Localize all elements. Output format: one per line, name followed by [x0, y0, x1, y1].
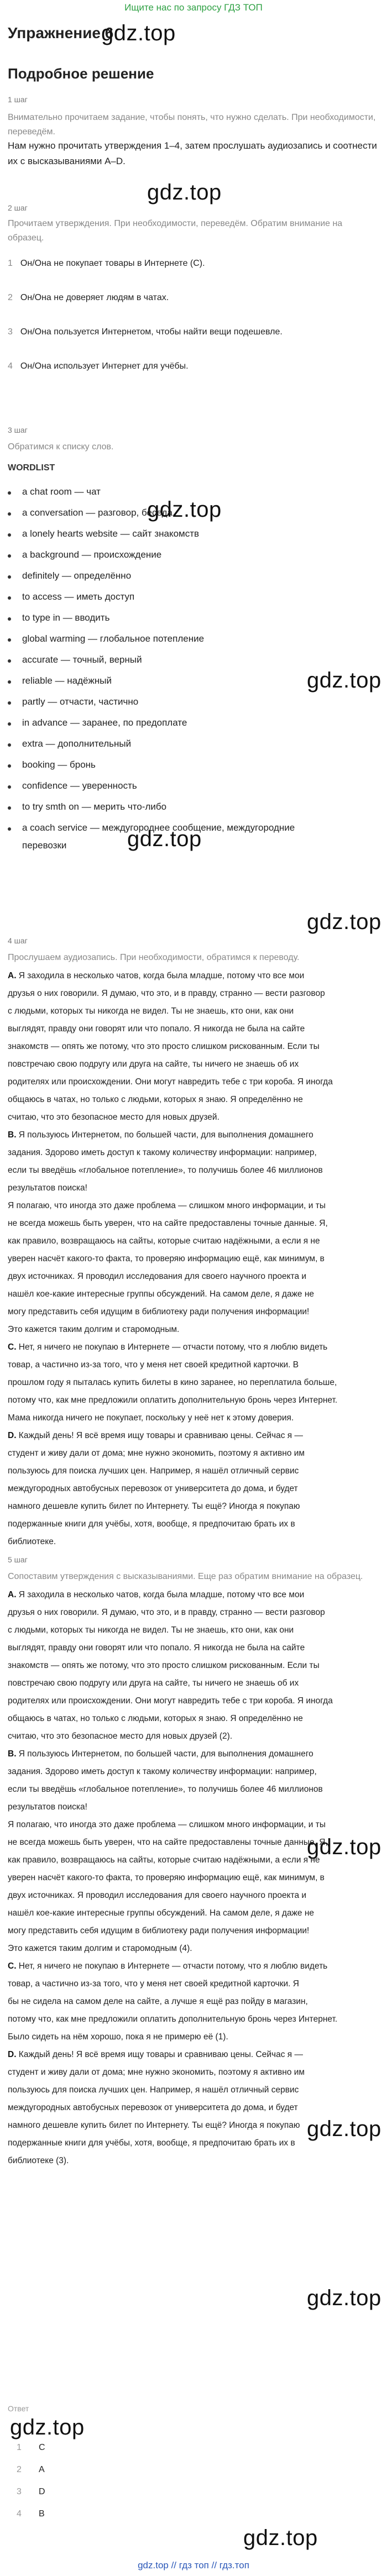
answer-letter: D: [39, 2487, 45, 2496]
statement-item: [8, 361, 189, 371]
text-line: уверен насчёт какого-то факта, то проверяю информацию ещё, как минимум, в: [8, 1873, 325, 1882]
step-3-label: 3 шаг: [8, 426, 28, 434]
text-line: знакомств — опять же потому, что это просто слишком рискованным. Если ты: [8, 1042, 320, 1051]
wordlist-item: a chat room — чат: [22, 486, 101, 497]
watermark: gdz.top: [147, 497, 222, 522]
text-line: задания. Здорово иметь доступ к такому количеству информации: например,: [8, 1148, 317, 1157]
answer-number: 3: [17, 2487, 22, 2496]
speaker-letter: A.: [8, 1590, 17, 1599]
text-line: A. Я заходила в несколько чатов, когда была младше, потому что все мои: [8, 971, 305, 980]
text-line: бы не сидела на самом деле на сайте, а лучше я ещё раз пойду в магазин,: [8, 1997, 308, 2006]
text-line: выглядят, правду они говорят или что попало. Я никогда не была на сайте: [8, 1024, 305, 1033]
wordlist-item: in advance — заранее, по предоплате: [22, 717, 187, 728]
text-line: двух источниках. Я проводил исследования для своего научного проекта и: [8, 1272, 307, 1281]
text-line: товар, а частично из-за того, что у меня нет своей кредитной карточки. В: [8, 1360, 299, 1370]
exercise-title: Упражнение 6: [8, 24, 114, 41]
step-5-note: Сопоставим утверждения с высказываниями. Еще раз обратим внимание на образец.: [8, 1572, 363, 1581]
statement-text: Он/Она пользуется Интернетом, чтобы найти вещи подешевле.: [20, 327, 283, 337]
wordlist-item: a coach service — междугороднее сообщение, междугородние: [22, 822, 295, 833]
wordlist-item: reliable — надёжный: [22, 675, 112, 686]
text-line: C. Нет, я ничего не покупаю в Интернете — отчасти потому, что я люблю видеть: [8, 1961, 328, 1971]
text-line: студент и живу дали от дома; мне нужно экономить, поэтому я активно им: [8, 1449, 305, 1458]
answer-number: 1: [17, 2443, 22, 2452]
text-line: Было сидеть на нём хорошо, пока я не примерю её (1).: [8, 2032, 228, 2042]
answer-item: [17, 2465, 45, 2475]
answer-item: [17, 2487, 45, 2497]
text-line: уверен насчёт какого-то факта, то проверяю информацию ещё, как минимум, в: [8, 1254, 325, 1263]
text-line: могу представить себя идущим в библиотеку ради получения информации!: [8, 1307, 310, 1316]
text-line: родителях или происхождении. Они могут навредить тебе с три короба. Я иногда: [8, 1077, 333, 1087]
text-line: не всегда можешь быть уверен, что на сайте предоставлены точные данные. Я,: [8, 1219, 328, 1228]
text-line: подержанные книги для учёбы, хотя, вообще, я предпочитаю брать их в: [8, 2138, 295, 2148]
text-line: общаюсь в чатах, но только с людьми, которых я знаю. Я определённо не: [8, 1714, 303, 1723]
answer-item: [17, 2509, 45, 2519]
answer-letter: B: [39, 2509, 45, 2519]
watermark: gdz.top: [307, 2117, 381, 2141]
footer-links[interactable]: gdz.top // гдз топ // гдз.топ: [138, 2560, 249, 2570]
text-line: потому что, как мне предложили оплатить дополнительную бронь через Интернет.: [8, 1395, 338, 1405]
text-line: могу представить себя идущим в библиотеку ради получения информации!: [8, 1926, 310, 1935]
text-line: A. Я заходила в несколько чатов, когда была младше, потому что все мои: [8, 1590, 305, 1599]
speaker-letter: C.: [8, 1961, 17, 1971]
step-1-label: 1 шаг: [8, 95, 28, 104]
statement-item: [8, 327, 283, 337]
watermark: gdz.top: [101, 21, 176, 45]
step-1-note: Внимательно прочитаем задание, чтобы понять, что нужно сделать. При необходимости, переведём.: [8, 113, 376, 137]
text-line: нашёл кое-какие интересные группы обсуждений. На самом деле, я даже не: [8, 1289, 315, 1299]
text-line: задания. Здорово иметь доступ к такому количеству информации: например,: [8, 1767, 317, 1776]
text-line: потому что, как мне предложили оплатить дополнительную бронь через Интернет.: [8, 2014, 338, 2024]
wordlist-item: to try smth on — мерить что-либо: [22, 801, 167, 812]
text-line: Я полагаю, что иногда это даже проблема — слишком много информации, и ты: [8, 1820, 326, 1829]
text-line: родителях или происхождении. Они могут навредить тебе с три короба. Я иногда: [8, 1696, 333, 1706]
speaker-letter: C.: [8, 1342, 17, 1352]
answer-number: 2: [17, 2465, 22, 2474]
statement-number: 2: [8, 293, 13, 302]
text-line: библиотеке (3).: [8, 2156, 69, 2165]
text-line: Я полагаю, что иногда это даже проблема — слишком много информации, и ты: [8, 1201, 326, 1210]
answer-number: 4: [17, 2509, 22, 2519]
answer-label: Ответ: [8, 2404, 29, 2413]
statement-item: [8, 293, 169, 303]
statement-number: 3: [8, 327, 13, 337]
text-line: двух источниках. Я проводил исследования для своего научного проекта и: [8, 1891, 307, 1900]
text-line: B. Я пользуюсь Интернетом, по большей части, для выполнения домашнего: [8, 1130, 313, 1140]
text-line: нашёл кое-какие интересные группы обсуждений. На самом деле, я даже не: [8, 1908, 315, 1918]
watermark: gdz.top: [147, 180, 222, 204]
text-line: общаюсь в чатах, но только с людьми, которых я знаю. Я определённо не: [8, 1095, 303, 1104]
text-line: D. Каждый день! Я всё время ищу товары и сравниваю цены. Сейчас я —: [8, 2050, 303, 2059]
watermark: gdz.top: [307, 910, 381, 934]
statement-number: 4: [8, 361, 13, 371]
watermark: gdz.top: [307, 668, 381, 692]
text-line: междугородных автобусных перевозок от университета до дома, и будет: [8, 2103, 298, 2112]
text-line: студент и живу дали от дома; мне нужно экономить, поэтому я активно им: [8, 2068, 305, 2077]
wordlist-heading: WORDLIST: [8, 463, 55, 473]
text-line: не всегда можешь быть уверен, что на сайте предоставлены точные данные. Я,: [8, 1838, 328, 1847]
watermark: gdz.top: [127, 827, 202, 851]
search-banner[interactable]: Ищите нас по запросу ГДЗ ТОП: [124, 2, 263, 13]
text-line: знакомств — опять же потому, что это просто слишком рискованным. Если ты: [8, 1661, 320, 1670]
text-line: библиотеке.: [8, 1537, 56, 1546]
step-5-label: 5 шаг: [8, 1555, 28, 1564]
step-2-note: Прочитаем утверждения. При необходимости, переведём. Обратим внимание на образец.: [8, 219, 343, 243]
speaker-letter: A.: [8, 971, 17, 980]
answer-item: [17, 2443, 45, 2453]
wordlist-item: to access — иметь доступ: [22, 591, 135, 602]
answer-letter: C: [39, 2443, 45, 2452]
statement-text: Он/Она не доверяет людям в чатах.: [20, 293, 169, 302]
watermark: gdz.top: [307, 2286, 381, 2310]
step-1-text: Нам нужно прочитать утверждения 1–4, затем прослушать аудиозапись и соотнести их с высказываниями A–D.: [8, 140, 377, 166]
watermark: gdz.top: [243, 2526, 318, 2550]
text-line: с людьми, которых ты никогда не видел. Ты не знаешь, кто они, как они: [8, 1006, 294, 1016]
wordlist-item: перевозки: [22, 840, 67, 851]
text-line: повстречаю свою подругу или друга на сайте, ты ничего не знаешь об их: [8, 1059, 299, 1069]
text-line: если ты введёшь «глобальное потепление», то получишь более 46 миллионов: [8, 1785, 323, 1794]
text-line: с людьми, которых ты никогда не видел. Ты не знаешь, кто они, как они: [8, 1625, 294, 1635]
text-line: как правило, возвращаюсь на сайты, которые считаю надёжными, а если я не: [8, 1855, 320, 1865]
text-line: результатов поиска!: [8, 1183, 87, 1193]
text-line: считаю, что это безопасное место для новых друзей (2).: [8, 1732, 233, 1741]
text-line: прошлом году я пыталась купить билеты в кино заранее, но переплатила больше,: [8, 1378, 337, 1387]
wordlist-item: to type in — вводить: [22, 612, 110, 623]
speaker-letter: B.: [8, 1749, 17, 1759]
text-line: товар, а частично из-за того, что у меня нет своей кредитной карточки. Я: [8, 1979, 299, 1989]
text-line: считаю, что это безопасное место для новых друзей.: [8, 1113, 219, 1122]
speaker-letter: D.: [8, 2050, 17, 2059]
text-line: подержанные книги для учёбы, хотя, вообще, я предпочитаю брать их в: [8, 1519, 295, 1529]
step-4-label: 4 шаг: [8, 936, 28, 945]
text-line: D. Каждый день! Я всё время ищу товары и сравниваю цены. Сейчас я —: [8, 1431, 303, 1440]
wordlist-item: partly — отчасти, частично: [22, 696, 139, 707]
wordlist-item: definitely — определённо: [22, 570, 132, 581]
text-line: междугородных автобусных перевозок от университета до дома, и будет: [8, 1484, 298, 1493]
wordlist-item: a lonely hearts website — сайт знакомств: [22, 528, 200, 539]
step-2-label: 2 шаг: [8, 203, 28, 212]
text-line: пользуюсь для поиска лучших цен. Например, я нашёл отличный сервис: [8, 2085, 299, 2095]
statement-item: [8, 259, 205, 269]
speaker-letter: D.: [8, 1431, 17, 1440]
text-line: Мама никогда ничего не покупает, поскольку у неё нет к этому доверия.: [8, 1413, 294, 1423]
text-line: Это кажется таким долгим и старомодным.: [8, 1325, 180, 1334]
text-line: повстречаю свою подругу или друга на сайте, ты ничего не знаешь об их: [8, 1678, 299, 1688]
text-line: C. Нет, я ничего не покупаю в Интернете — отчасти потому, что я люблю видеть: [8, 1342, 328, 1352]
text-line: Это кажется таким долгим и старомодным (4).: [8, 1944, 192, 1953]
text-line: друзья о них говорили. Я думаю, что это, и в правду, странно — вести разговор: [8, 989, 325, 998]
wordlist-item: extra — дополнительный: [22, 738, 132, 749]
wordlist-item: a conversation — разговор, беседа: [22, 507, 172, 518]
step-4-note: Прослушаем аудиозапись. При необходимости, обратимся к переводу.: [8, 953, 300, 962]
wordlist-item: global warming — глобальное потепление: [22, 633, 205, 644]
statement-text: Он/Она не покупает товары в Интернете (C).: [20, 259, 205, 268]
speaker-letter: B.: [8, 1130, 17, 1140]
answer-letter: A: [39, 2465, 45, 2474]
wordlist-item: accurate — точный, верный: [22, 654, 142, 665]
wordlist-item: confidence — уверенность: [22, 780, 137, 791]
watermark: gdz.top: [10, 2415, 85, 2439]
wordlist-item: booking — бронь: [22, 759, 96, 770]
text-line: друзья о них говорили. Я думаю, что это, и в правду, странно — вести разговор: [8, 1608, 325, 1617]
text-line: выглядят, правду они говорят или что попало. Я никогда не была на сайте: [8, 1643, 305, 1652]
statement-number: 1: [8, 259, 13, 268]
section-title: Подробное решение: [8, 65, 154, 82]
statement-text: Он/Она использует Интернет для учёбы.: [20, 361, 189, 371]
text-line: результатов поиска!: [8, 1802, 87, 1812]
watermark: gdz.top: [307, 1835, 381, 1859]
step-3-note: Обратимся к списку слов.: [8, 442, 114, 452]
text-line: как правило, возвращаюсь на сайты, которые считаю надёжными, а если я не: [8, 1236, 320, 1246]
text-line: если ты введёшь «глобальное потепление», то получишь более 46 миллионов: [8, 1166, 323, 1175]
text-line: пользуюсь для поиска лучших цен. Например, я нашёл отличный сервис: [8, 1466, 299, 1476]
wordlist-item: a background — происхождение: [22, 549, 162, 560]
text-line: намного дешевле купить билет по Интернету. Ты ещё? Иногда я покупаю: [8, 2121, 300, 2130]
text-line: B. Я пользуюсь Интернетом, по большей части, для выполнения домашнего: [8, 1749, 313, 1759]
text-line: намного дешевле купить билет по Интернету. Ты ещё? Иногда я покупаю: [8, 1502, 300, 1511]
